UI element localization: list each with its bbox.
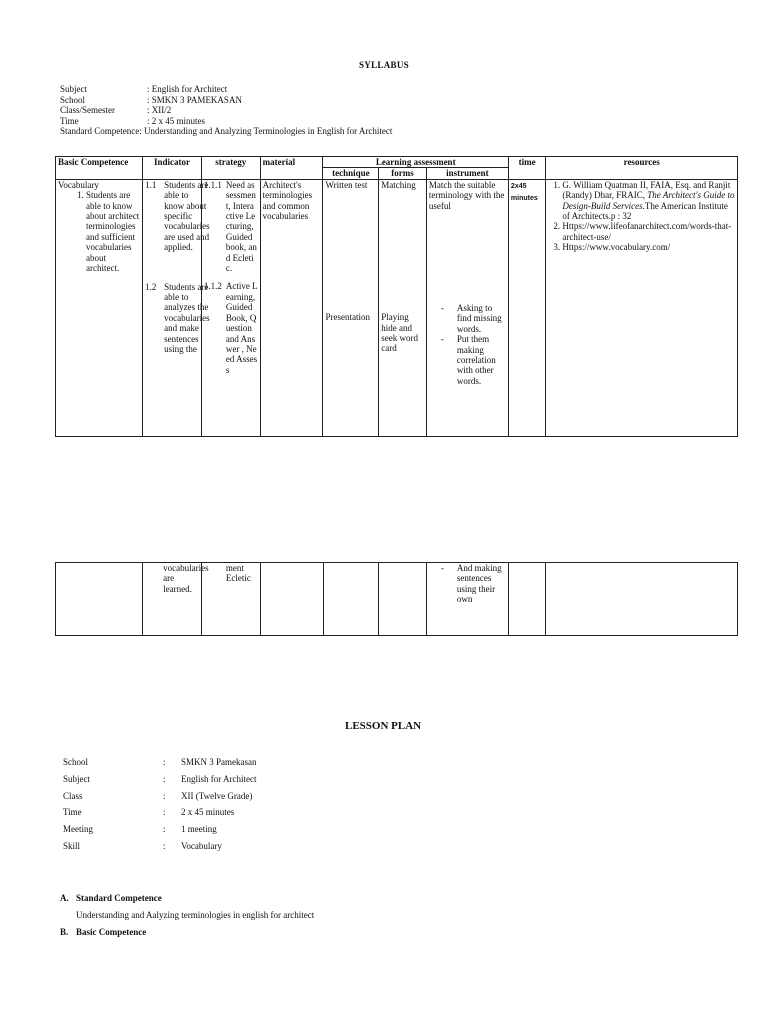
indicator-1-1: 1.1 Students are able to know about specific vocabularies are used and applied.: [145, 179, 210, 253]
info-label: Standard Competence: [60, 126, 140, 137]
indicator-1-2: 1.2 Students are able to analyzes the vocabularies and make sentences using the: [145, 281, 210, 355]
header-technique: technique: [323, 168, 379, 179]
strategy-1-1-2: 1.1.2 Active Learning, Guided Book, Question and Answer , Need Assess: [203, 281, 258, 375]
resource-item: 1. G. William Quatman II, FAIA, Esq. and Ranjit (Randy) Dhar, FRAIC, The Architect's Guide to Design-Build Services.The American Institute of Architects.p : 32: [562, 180, 735, 222]
cell-basic-competence: [56, 179, 143, 436]
cell-time: 2x45 minutes: [508, 179, 545, 436]
info-value: : XII/2: [147, 105, 172, 116]
header-strategy: strategy: [201, 157, 260, 180]
info-label: Subject: [60, 84, 87, 94]
resource-item: 3. Https://www.vocabulary.com/: [562, 242, 735, 252]
info-row-class-semester: [60, 105, 392, 116]
info-label: School: [60, 94, 86, 105]
cell-indicator: [143, 179, 210, 436]
syllabus-table: [55, 156, 738, 437]
bc-heading: Vocabulary: [58, 179, 99, 190]
info-value: : Understanding and Analyzing Terminologies in English for Architect: [139, 126, 393, 137]
lp-row-skill: Skill : Vocabulary: [63, 840, 222, 851]
section-a-heading: A. Standard Competence: [60, 893, 162, 903]
syllabus-table-continued: [55, 562, 738, 636]
info-label: Time: [60, 115, 79, 126]
syllabus-info: [60, 84, 392, 137]
cell-instrument: [426, 563, 508, 636]
header-basic-competence: Basic Competence: [56, 157, 143, 180]
info-label: Class/Semester: [60, 105, 115, 116]
header-learning-assessment: Learning assessment: [323, 157, 508, 168]
info-value: : English for Architect: [147, 84, 228, 94]
cell-resources: [546, 179, 738, 436]
section-a-text: Understanding and Aalyzing terminologies in english for architect: [76, 910, 315, 920]
lesson-plan-title: LESSON PLAN: [345, 720, 422, 732]
instrument-item: - And making sentences using their own: [429, 563, 506, 605]
lp-row-time: Time : 2 x 45 minutes: [63, 807, 235, 818]
lp-row-meeting: Meeting : 1 meeting: [63, 824, 217, 835]
header-indicator: Indicator: [143, 157, 202, 180]
header-row: [56, 157, 738, 168]
lesson-plan-sections: [60, 890, 314, 941]
header-forms: forms: [379, 168, 427, 179]
lp-row-subject: Subject : English for Architect: [63, 773, 257, 784]
header-time: time: [508, 157, 545, 180]
cell-instrument: Match the suitable terminology with the useful - Asking to find missing words. - Put them making correlation with other words.: [426, 179, 508, 436]
syllabus-title: SYLLABUS: [359, 60, 409, 70]
cell-strategy: ment Ecletic: [201, 563, 260, 636]
info-row-subject: [60, 84, 392, 95]
instrument-item: - Put them making correlation with other words.: [429, 334, 506, 386]
header-instrument: instrument: [426, 168, 508, 179]
section-b-heading: B. Basic Competence: [60, 927, 147, 937]
cell-forms: Matching Playing hide and seek word card: [379, 179, 427, 436]
cell-indicator: vocabularies are learned.: [143, 563, 202, 636]
resources-list: [548, 180, 735, 253]
strategy-1-1-1: 1.1.1 Need assessment, Interactive Lecturing, Guided book, and Ecletic.: [203, 179, 257, 274]
cell-strategy: [201, 179, 260, 436]
lesson-plan-info: [63, 754, 257, 855]
cell-technique: Written test Presentation: [323, 179, 379, 436]
bc-item: 1. Students are able to know about architect terminologies and sufficient vocabularies about architect.: [86, 190, 140, 273]
info-value: : 2 x 45 minutes: [147, 115, 205, 126]
header-material: material: [260, 157, 323, 180]
info-row-standard-competence: [60, 126, 392, 137]
info-value: : SMKN 3 PAMEKASAN: [147, 94, 242, 105]
info-row-school: [60, 95, 392, 106]
cell-material: Architect's terminologies and common vocabularies: [260, 179, 323, 436]
lp-row-school: School : SMKN 3 Pamekasan: [63, 757, 257, 767]
lp-row-class: Class : XII (Twelve Grade): [63, 790, 253, 801]
table-row: [56, 563, 738, 636]
header-resources: resources: [546, 157, 738, 180]
instrument-item: - Asking to find missing words.: [429, 303, 506, 334]
table-row: [56, 179, 738, 436]
info-row-time: [60, 116, 392, 127]
resource-item: 2. Https://www.lifeofanarchitect.com/words-that-architect-use/: [562, 221, 735, 242]
